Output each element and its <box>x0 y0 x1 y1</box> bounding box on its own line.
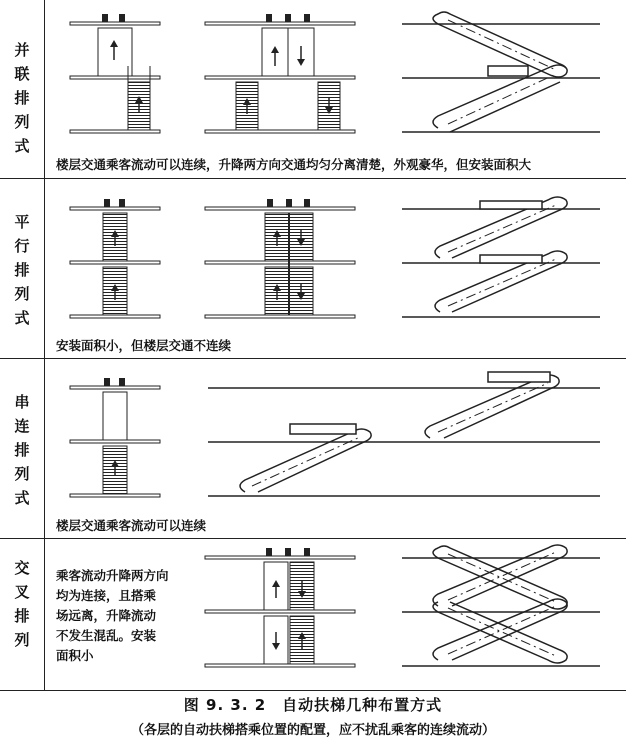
row-note: 楼层交通乘客流动可以连续，升降两方向交通均匀分离清楚，外观豪华，但安装面积大 <box>56 157 532 172</box>
section-view-series <box>208 372 600 496</box>
label-char: 列 <box>14 113 30 131</box>
section-view-parallel <box>402 197 600 317</box>
motor-mark-icon <box>267 199 310 207</box>
plan-view-single-pair <box>70 14 160 133</box>
label-char: 列 <box>14 631 30 649</box>
label-char: 排 <box>14 261 30 279</box>
escalator <box>103 392 127 440</box>
label-char: 排 <box>14 441 30 459</box>
label-char: 式 <box>14 489 30 507</box>
label-char: 排 <box>14 89 30 107</box>
figure-caption-subtitle: （各层的自动扶梯搭乘位置的配置，应不扰乱乘客的连续流动） <box>130 723 495 738</box>
label-char: 列 <box>14 465 30 483</box>
plan-view-double-pair <box>205 14 355 133</box>
note-line: 不发生混乱。安装 <box>56 628 157 643</box>
motor-mark-icon <box>266 14 310 22</box>
row-note: 楼层交通乘客流动可以连续 <box>56 518 207 533</box>
motor-mark-icon <box>104 378 125 386</box>
note-line: 面积小 <box>56 648 94 663</box>
figure-bottom-border <box>0 690 626 691</box>
label-char: 联 <box>14 65 30 83</box>
motor-mark-icon <box>102 14 125 22</box>
label-char: 连 <box>14 417 30 435</box>
row-note: 安装面积小，但楼层交通不连续 <box>56 338 232 353</box>
section-view-parallel-crossing <box>402 12 600 132</box>
note-line: 场远离，升降流动 <box>56 608 157 623</box>
label-char: 排 <box>14 607 30 625</box>
label-char: 串 <box>14 393 30 411</box>
plan-view-crisscross <box>205 548 355 667</box>
motor-mark-icon <box>266 548 310 556</box>
label-char: 式 <box>14 137 30 155</box>
section-view-crisscross <box>402 545 600 666</box>
label-char: 交 <box>14 559 30 577</box>
plan-view-parallel-double <box>205 199 355 318</box>
motor-mark-icon <box>104 199 125 207</box>
note-line: 均为连接，且搭乘 <box>56 588 157 603</box>
figure-caption-title: 图 9. 3. 2 自动扶梯几种布置方式 <box>183 696 443 714</box>
label-char: 列 <box>14 285 30 303</box>
escalator-up <box>98 28 132 76</box>
label-char: 平 <box>14 213 30 231</box>
label-char: 叉 <box>14 583 30 601</box>
plan-view-parallel-single <box>70 199 160 318</box>
plan-view-series <box>70 378 160 497</box>
label-char: 行 <box>14 237 30 255</box>
label-char: 并 <box>14 41 30 59</box>
label-char: 式 <box>14 309 30 327</box>
note-line: 乘客流动升降两方向 <box>56 568 169 583</box>
